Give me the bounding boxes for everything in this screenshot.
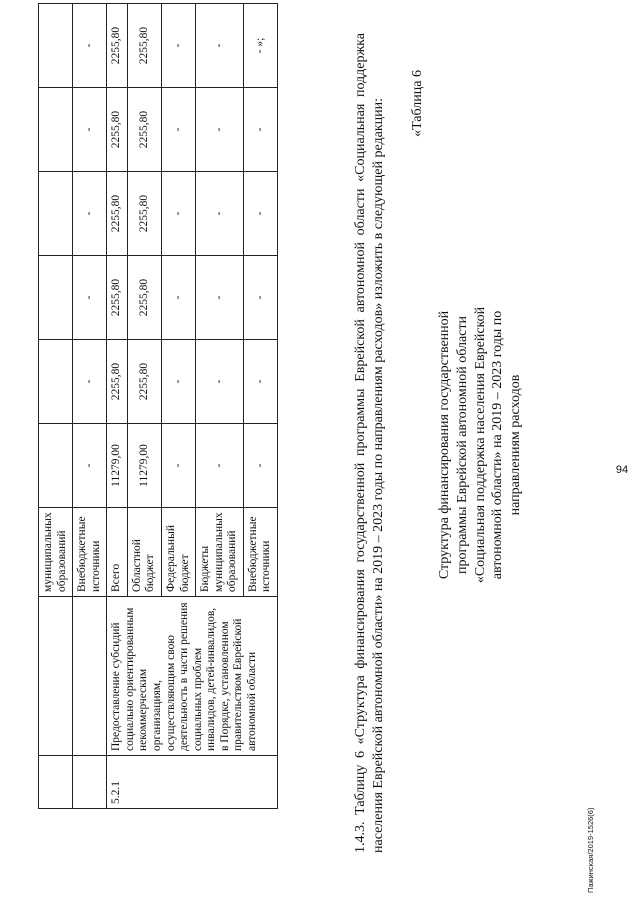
funding-source-cell: Всего (107, 508, 128, 597)
value-cell: - (73, 424, 107, 508)
value-cell: - (161, 4, 195, 88)
value-cell: - (243, 172, 277, 256)
table-row (39, 4, 73, 809)
value-cell: 2255,80 (107, 4, 128, 88)
value-cell: - (196, 88, 244, 172)
row-index-cell: 5.2.1 (107, 756, 278, 809)
value-cell: 2255,80 (127, 340, 161, 424)
value-cell (39, 172, 73, 256)
value-cell: - (73, 256, 107, 340)
value-cell: - (243, 340, 277, 424)
value-cell (39, 424, 73, 508)
value-cell: - (196, 256, 244, 340)
value-cell: - (196, 4, 244, 88)
value-cell: - (161, 256, 195, 340)
row-index-cell (73, 756, 107, 809)
value-cell (39, 88, 73, 172)
table-row (73, 4, 107, 809)
row-index-cell (39, 756, 73, 809)
row-name-cell (39, 597, 73, 756)
table-title: Структура финансирования государственной программы Еврейской автономной области «Социальная поддержка населения Еврейской автономной области» на 2019 – 2023 годы по направлениям расходов (437, 306, 524, 584)
value-cell: 11279,00 (107, 424, 128, 508)
row-name-cell: Предоставление субсидий социально ориентированным некоммерческим организациям, осуществляющим свою деятельность в части решения социальных проблем инвалидов, детей-инвалидов, в Порядке, установленном правительством Еврейской автономной области (107, 597, 278, 756)
value-cell: 2255,80 (127, 4, 161, 88)
table-label: «Таблица 6 (410, 70, 425, 137)
value-cell: 2255,80 (127, 172, 161, 256)
funding-source-cell: Внебюджетные источники (243, 508, 277, 597)
value-cell: 11279,00 (127, 424, 161, 508)
page-number: 94 (615, 464, 629, 476)
value-cell: - (243, 256, 277, 340)
value-cell: 2255,80 (127, 88, 161, 172)
value-cell: 2255,80 (107, 88, 128, 172)
value-cell: - (196, 172, 244, 256)
funding-source-cell: Внебюджетные источники (73, 508, 107, 597)
value-cell (39, 340, 73, 424)
funding-source-cell: Федеральный бюджет (161, 508, 195, 597)
value-cell: - (73, 340, 107, 424)
value-cell: - (73, 172, 107, 256)
funding-source-cell: Бюджеты муниципальных образований (196, 508, 244, 597)
value-cell: 2255,80 (127, 256, 161, 340)
value-cell: - (161, 172, 195, 256)
table-row (107, 4, 128, 809)
footer-code: Пажинская/2019-1526(6) (586, 807, 595, 893)
value-cell: 2255,80 (107, 256, 128, 340)
value-cell: 2255,80 (107, 172, 128, 256)
value-cell: - (243, 424, 277, 508)
value-cell: - (196, 340, 244, 424)
value-cell: - (73, 4, 107, 88)
value-cell: - »; (243, 4, 277, 88)
funding-source-cell: Областной бюджет (127, 508, 161, 597)
value-cell: - (161, 88, 195, 172)
value-cell: 2255,80 (107, 340, 128, 424)
value-cell: - (161, 424, 195, 508)
value-cell: - (243, 88, 277, 172)
value-cell (39, 4, 73, 88)
financing-table (38, 3, 278, 809)
value-cell: - (161, 340, 195, 424)
value-cell: - (196, 424, 244, 508)
row-name-cell (73, 597, 107, 756)
funding-source-cell: муниципальных образований (39, 508, 73, 597)
value-cell: - (73, 88, 107, 172)
value-cell (39, 256, 73, 340)
amendment-paragraph: 1.4.3. Таблицу 6 «Структура финансирования государственной программы Еврейской автономной области «Социальная поддержка населения Еврейской автономной области» на 2019 – 2023 годы по направлениям расходов» изложить в следующей редакции: (353, 33, 386, 853)
